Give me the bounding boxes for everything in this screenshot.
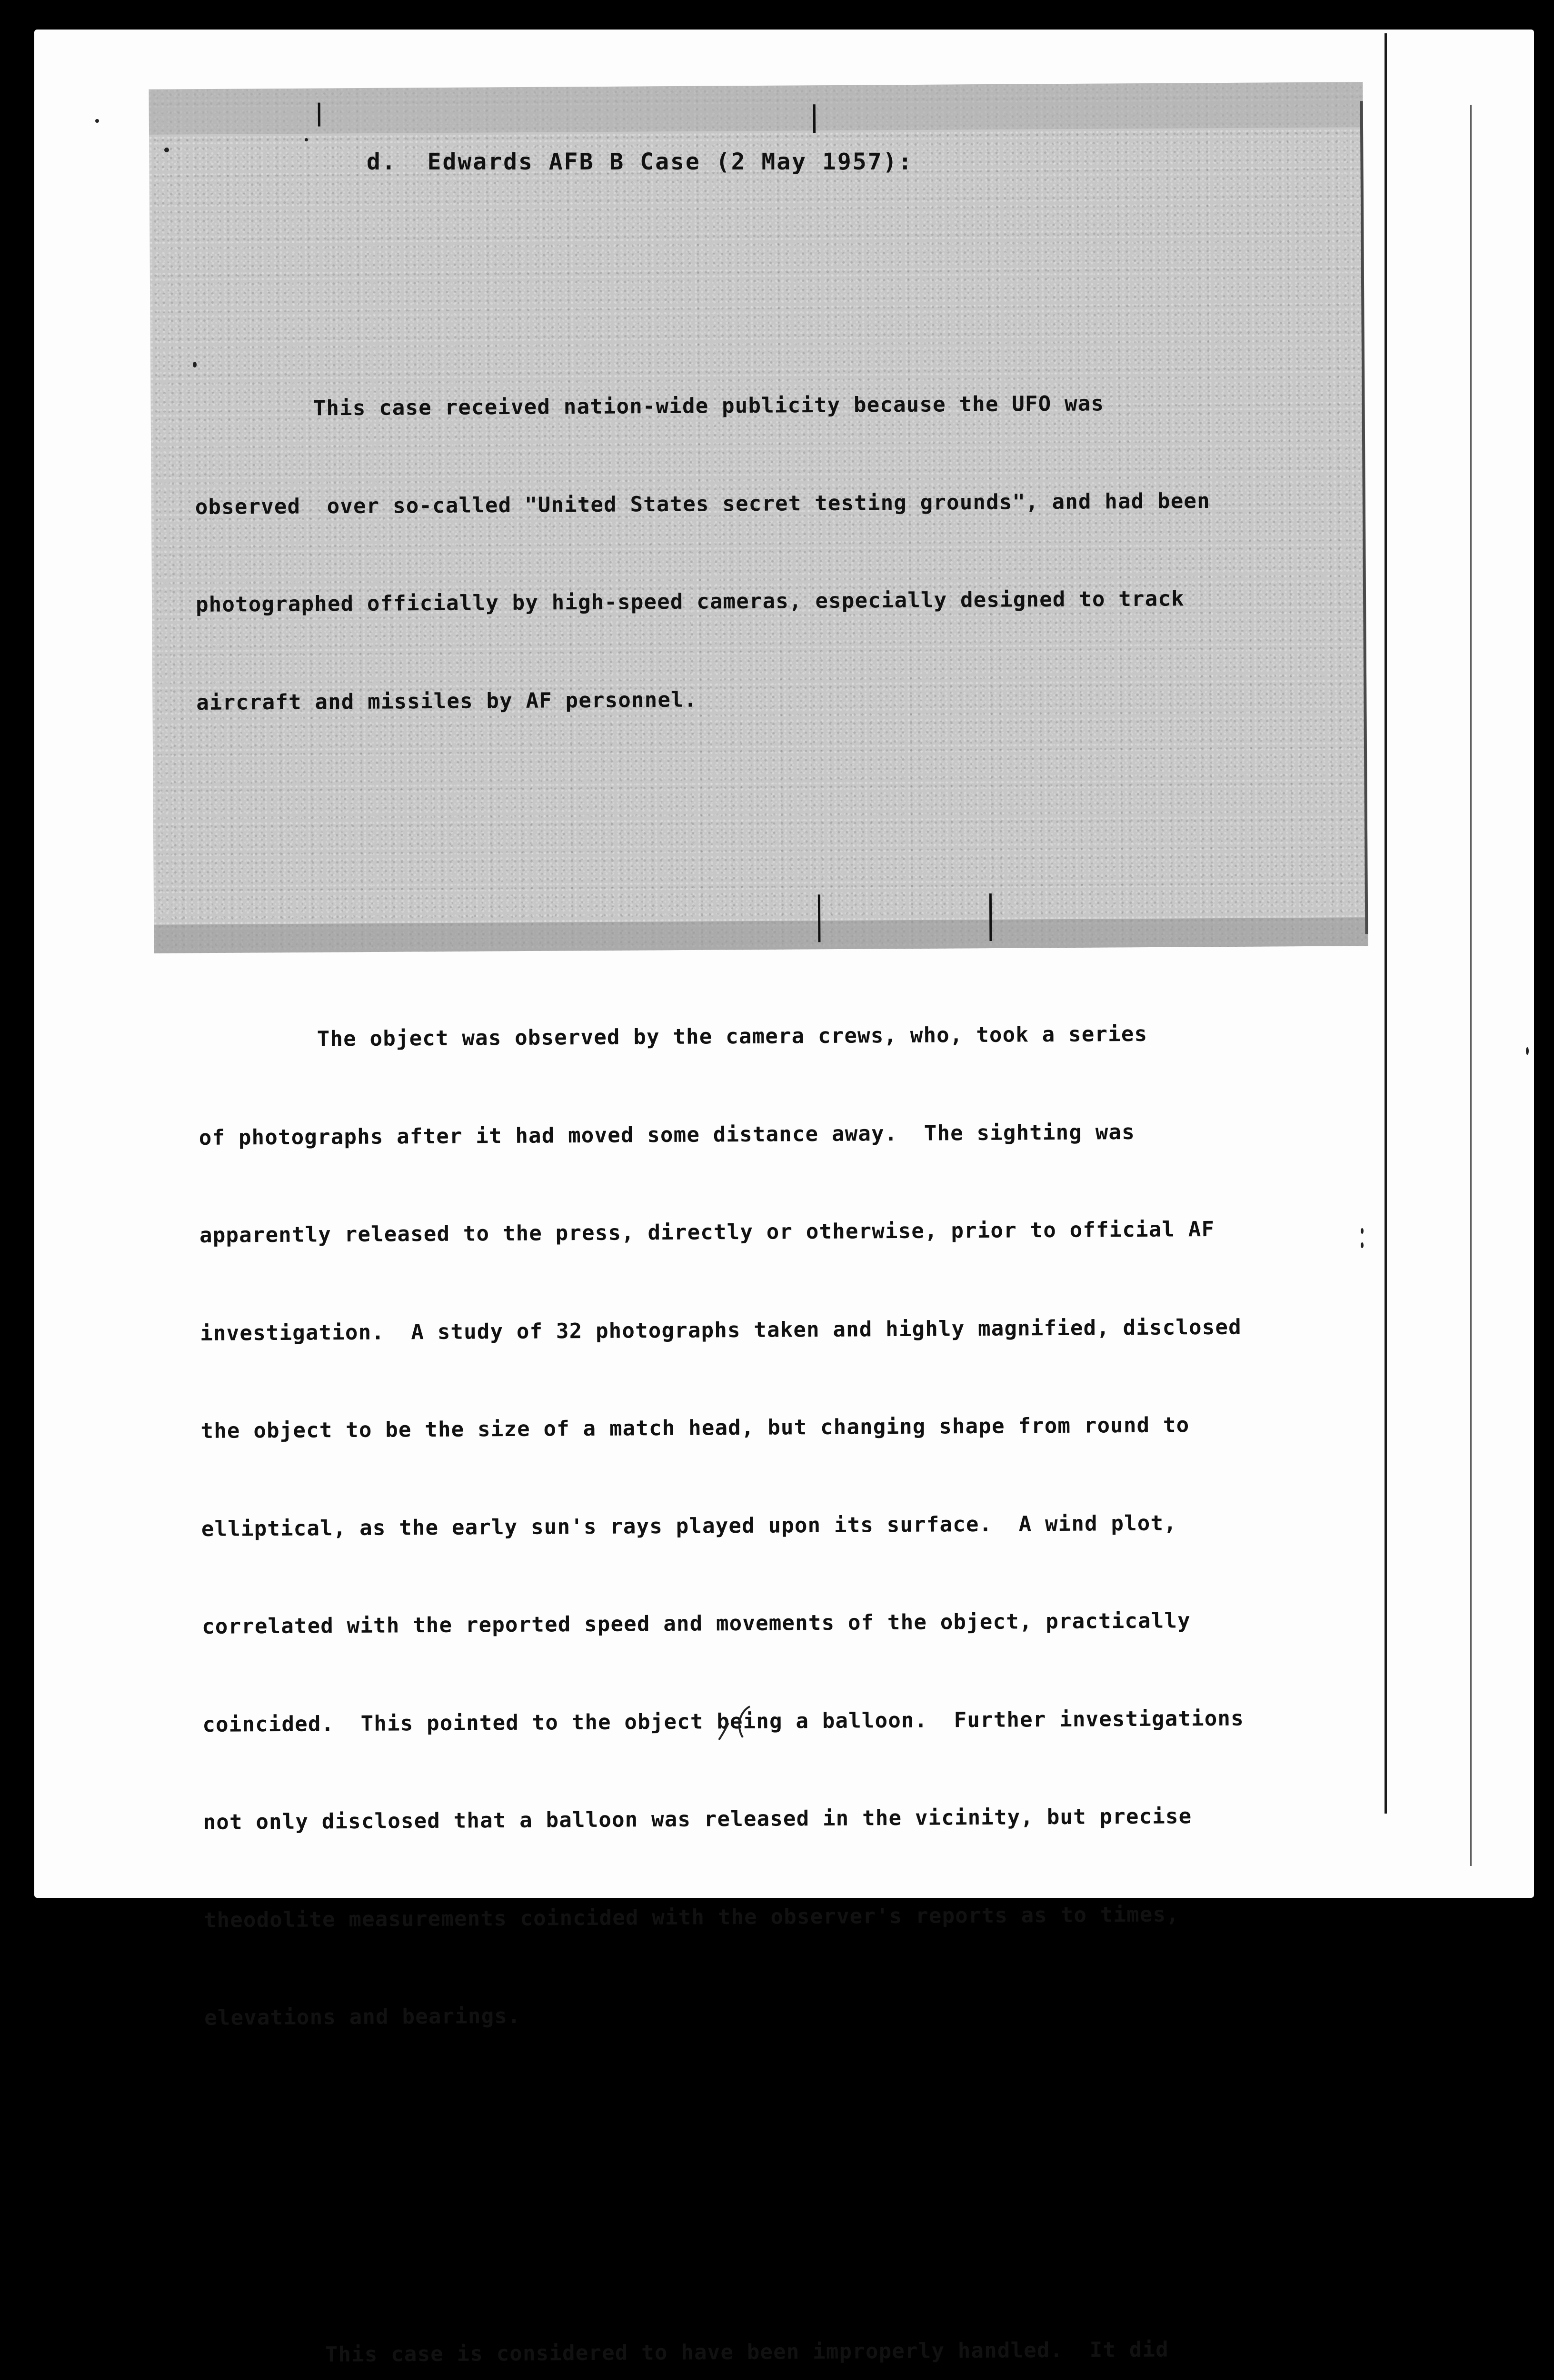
- text-line: not only disclosed that a balloon was released in the vicinity, but precise: [203, 1804, 1192, 1835]
- text-line: theodolite measurements coincided with the observer's reports as to times,: [203, 1902, 1180, 1933]
- film-speck: [164, 148, 169, 152]
- section-heading: d. Edwards AFB B Case (2 May 1957):: [367, 149, 914, 175]
- text-line: observed over so-called "United States secret testing grounds", and had been: [195, 488, 1211, 519]
- film-speck: [305, 138, 308, 141]
- film-speck: [1361, 1242, 1364, 1248]
- text-line: This case received nation-wide publicity because the UFO was: [194, 391, 1105, 421]
- film-speck: [1526, 1047, 1529, 1055]
- page-edge-rule: [1385, 33, 1387, 1814]
- document-body: [193, 131, 1362, 2380]
- text-line: the object to be the size of a match head, but changing shape from round to: [200, 1413, 1190, 1443]
- page-edge-rule-secondary: [1470, 105, 1472, 1866]
- text-line: investigation. A study of 32 photographs taken and highly magnified, disclosed: [200, 1315, 1242, 1346]
- text-line: correlated with the reported speed and movements of the object, practically: [201, 1608, 1191, 1639]
- film-speck: [95, 119, 99, 123]
- paragraph-3: [206, 2267, 1362, 2380]
- handwritten-mark: [714, 1699, 771, 1747]
- text-line: aircraft and missiles by AF personnel.: [196, 687, 697, 715]
- text-line: The object was observed by the camera crews, who, took a series: [198, 1021, 1148, 1052]
- text-line: This case is considered to have been improperly handled. It did: [206, 2337, 1169, 2368]
- text-line: elevations and bearings.: [204, 2003, 521, 2030]
- text-line: coincided. This pointed to the object being a balloon. Further investigations: [202, 1706, 1245, 1737]
- clipping-top-band: [149, 82, 1363, 135]
- text-line: photographed officially by high-speed cameras, especially designed to track: [195, 586, 1185, 617]
- fold-mark: [813, 104, 816, 133]
- paragraph-2: [198, 952, 1357, 2100]
- text-line: elliptical, as the early sun's rays played upon its surface. A wind plot,: [201, 1510, 1177, 1541]
- fold-mark: [318, 103, 320, 127]
- text-line: apparently released to the press, directly or otherwise, prior to official AF: [199, 1217, 1215, 1248]
- text-line: of photographs after it had moved some distance away. The sighting was: [199, 1120, 1135, 1150]
- film-speck: [193, 362, 197, 367]
- film-speck: [1361, 1228, 1364, 1234]
- paragraph-1: [194, 321, 1349, 784]
